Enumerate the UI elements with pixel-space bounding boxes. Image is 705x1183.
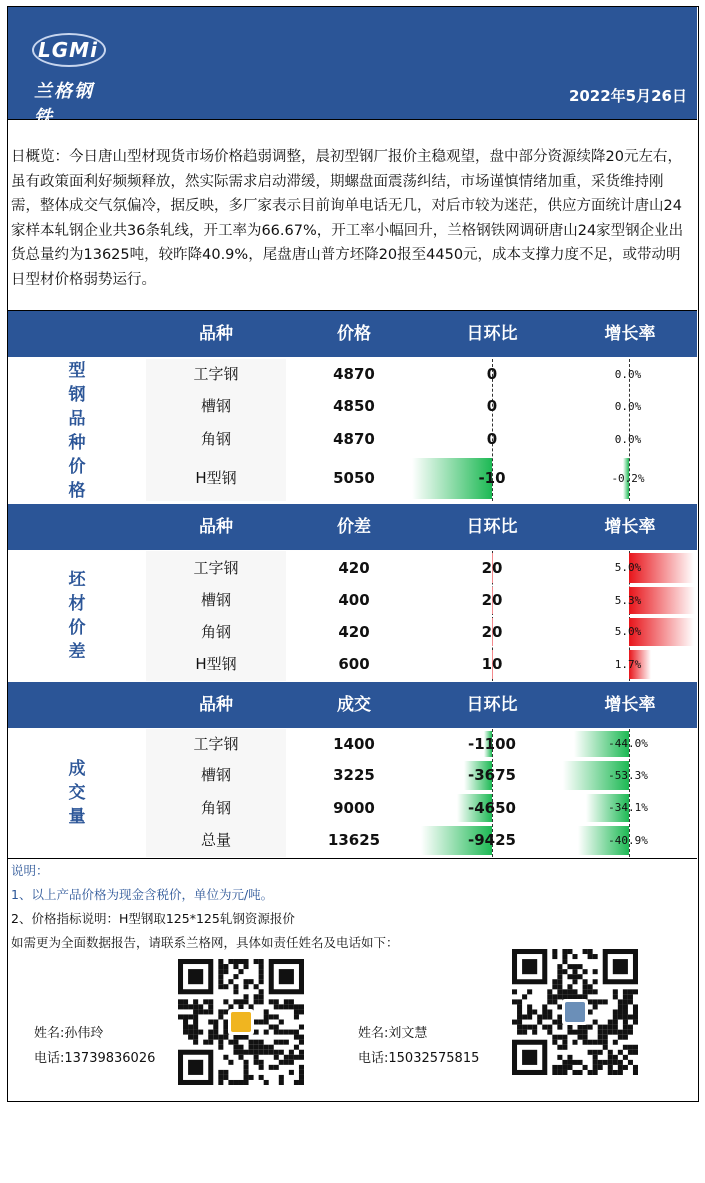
rate-value: -53.3% (608, 769, 648, 782)
rate-value: 0.0% (614, 433, 642, 446)
table-row (8, 551, 697, 585)
header-col-2: 价差 (337, 517, 371, 537)
product-value: 13625 (327, 831, 381, 849)
side-label-char: 型 (68, 360, 86, 381)
table-row (8, 616, 697, 648)
change-value: 0 (486, 365, 498, 383)
table-row (8, 648, 697, 681)
section-1-header (8, 311, 697, 357)
header-col-1: 品种 (199, 324, 233, 344)
report-header (8, 7, 697, 128)
product-name: 角钢 (146, 616, 286, 648)
product-value: 420 (338, 623, 370, 641)
header-col-1: 品种 (199, 695, 233, 715)
qr-code-2 (512, 949, 638, 1075)
note-line-1: 1、以上产品价格为现金含税价，单位为元/吨。 (11, 887, 274, 902)
change-value: 0 (486, 430, 498, 448)
side-label-char: 种 (68, 432, 86, 453)
product-value: 3225 (333, 766, 375, 784)
side-label-char: 成 (68, 758, 86, 779)
rate-value: -0.2% (611, 472, 645, 485)
side-label-char: 品 (68, 408, 86, 429)
table-row (8, 729, 697, 759)
change-value: 20 (481, 591, 503, 609)
side-label-char: 交 (68, 782, 86, 803)
daily-summary: 日概览：今日唐山型材现货市场价格趋弱调整，晨初型钢厂报价主稳观望，盘中部分资源续降20元左右，虽有政策面利好频频释放，然实际需求启动滞缓，期螺盘面震荡纠结，市场谨慎情绪加重，采货维持刚需，整体成交气氛偏冷，据反映，多厂家表示目前询单电话无几，对后市较为迷茫，供应方面统计唐山24家样本轧钢企业共36条轧线，开工率为66.67%，开工率小幅回升，兰格钢铁网调研唐山24家型钢企业出货总量约为13625吨，较昨降40.9%，尾盘唐山普方坯降20报至4450元，成本支撑力度不足，或带动明日型材价格弱势运行。 (11, 149, 684, 288)
table-row (8, 359, 697, 390)
rate-value: 0.0% (614, 400, 642, 413)
notes-title: 说明： (11, 863, 49, 878)
qr-code-1 (178, 959, 304, 1085)
product-name: 角钢 (146, 423, 286, 456)
side-label-char: 钢 (68, 384, 86, 405)
product-value: 1400 (333, 735, 375, 753)
side-label-char: 坯 (68, 570, 86, 590)
table-row (8, 456, 697, 501)
note-line-3: 如需更为全面数据报告，请联系兰格网，具体如责任姓名及电话如下： (11, 935, 399, 950)
product-name: 工字钢 (146, 729, 286, 759)
rate-value: 5.0% (614, 561, 642, 574)
product-name: 工字钢 (146, 359, 286, 390)
product-value: 600 (338, 655, 370, 673)
product-name: H型钢 (146, 456, 286, 501)
change-value: -10 (478, 469, 506, 487)
header-col-4: 增长率 (604, 324, 656, 344)
rate-value: -44.0% (608, 737, 648, 750)
product-name: 工字钢 (146, 551, 286, 585)
change-value: -9425 (468, 831, 516, 849)
header-col-3: 日环比 (466, 695, 518, 715)
note-line-2: 2、价格指标说明：H型钢取125*125轧钢资源报价 (11, 911, 295, 926)
side-label-char: 材 (68, 594, 86, 614)
product-name: 槽钢 (146, 390, 286, 423)
rate-value: -34.1% (608, 801, 648, 814)
report-frame (7, 6, 699, 1102)
report-date: 2022年5月26日 (568, 87, 687, 105)
contact-1-name: 姓名:孙伟玲 (34, 1026, 104, 1041)
product-value: 4870 (333, 365, 375, 383)
logo-text: LGMi (38, 38, 98, 62)
change-value: 0 (486, 397, 498, 415)
notes-section (8, 858, 697, 1066)
product-value: 400 (338, 591, 370, 609)
contact-1 (34, 1021, 155, 1071)
rate-value: 1.7% (614, 658, 642, 671)
table-row (8, 423, 697, 456)
product-name: 槽钢 (146, 585, 286, 616)
change-value: 10 (481, 655, 503, 673)
header-col-3: 日环比 (466, 324, 518, 344)
side-label-char: 量 (68, 806, 86, 827)
contact-1-phone: 电话:13739836026 (34, 1051, 156, 1066)
header-col-4: 增长率 (604, 695, 656, 715)
change-value: -1100 (468, 735, 516, 753)
lgmi-logo (30, 23, 110, 128)
change-value: 20 (481, 559, 503, 577)
contact-2-name: 姓名:刘文慧 (358, 1026, 428, 1041)
rate-value: -40.9% (608, 834, 648, 847)
side-label-char: 格 (68, 480, 86, 501)
section-2-header (8, 504, 697, 550)
table-row (8, 792, 697, 824)
side-label-char: 价 (68, 618, 86, 638)
header-col-2: 成交 (337, 695, 371, 715)
logo-cn-text: 兰格钢铁 (34, 81, 94, 128)
side-label-char: 价 (68, 456, 86, 477)
product-name: 总量 (146, 824, 286, 857)
product-name: H型钢 (146, 648, 286, 681)
table-row (8, 824, 697, 857)
product-value: 9000 (333, 799, 375, 817)
product-name: 槽钢 (146, 759, 286, 792)
change-value: -3675 (468, 766, 516, 784)
product-value: 5050 (333, 469, 375, 487)
change-value: -4650 (468, 799, 516, 817)
product-value: 4870 (333, 430, 375, 448)
rate-value: 5.3% (614, 594, 642, 607)
contact-2-phone: 电话:15032575815 (358, 1051, 480, 1066)
change-value: 20 (481, 623, 503, 641)
product-value: 4850 (333, 397, 375, 415)
table-row (8, 759, 697, 792)
product-value: 420 (338, 559, 370, 577)
header-col-2: 价格 (337, 324, 371, 344)
section-3-header (8, 682, 697, 728)
header-col-4: 增长率 (604, 517, 656, 537)
side-label-char: 差 (68, 642, 86, 662)
header-col-3: 日环比 (466, 517, 518, 537)
rate-value: 0.0% (614, 368, 642, 381)
table-row (8, 390, 697, 423)
table-row (8, 585, 697, 616)
product-name: 角钢 (146, 792, 286, 824)
rate-value: 5.0% (614, 625, 642, 638)
header-col-1: 品种 (199, 517, 233, 537)
contact-2 (358, 1021, 479, 1071)
